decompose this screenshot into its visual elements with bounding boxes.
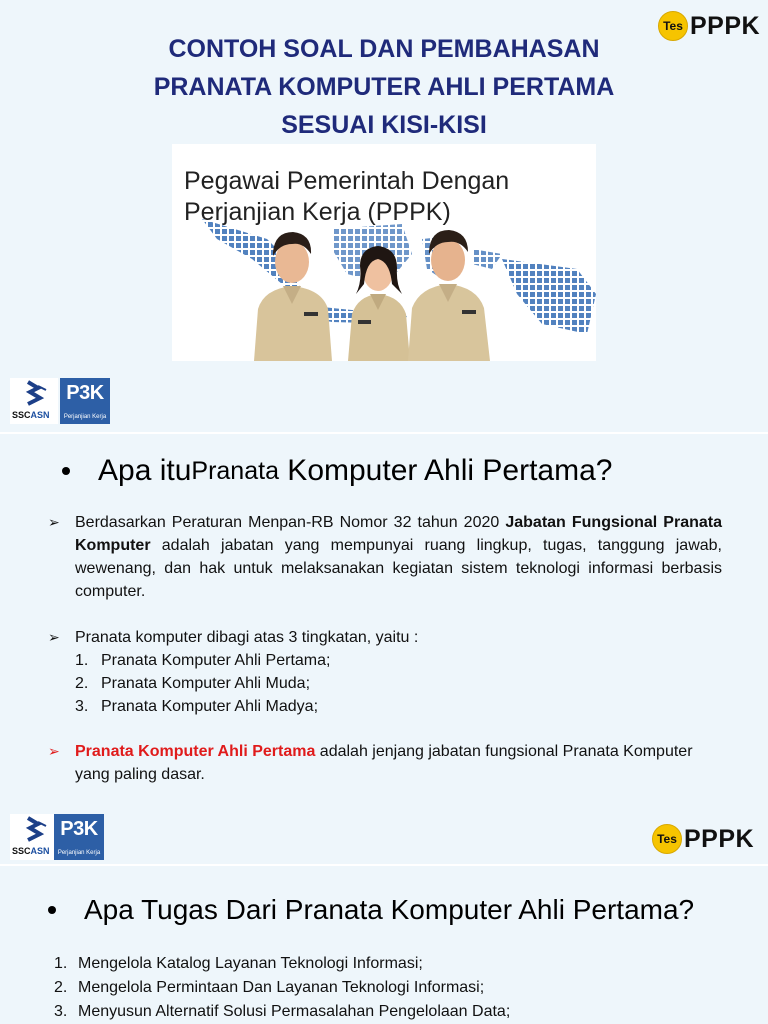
list-item: 3. Pranata Komputer Ahli Madya; [75,698,319,715]
section-heading: Apa Tugas Dari Pranata Komputer Ahli Pertama? [48,894,694,926]
arrow-bullet-icon: ➢ [48,514,60,530]
pppk-banner-image [172,144,596,361]
bullet-icon [62,467,70,475]
list-item: 1. Pranata Komputer Ahli Pertama; [75,652,331,669]
slide-title [0,0,768,432]
tes-badge-icon: Tes [658,11,688,41]
p3k-logo: P3K Perjanjian Kerja [60,378,110,424]
p3k-logo: P3K Perjanjian Kerja [54,814,104,860]
garuda-icon [10,814,58,844]
slide-tasks [0,866,768,1024]
slide-definition [0,434,768,864]
basic-level-paragraph: ➢ Pranata Komputer Ahli Pertama adalah jenjang jabatan fungsional Pranata Komputer yang paling dasar. [48,740,722,786]
sscasn-logo: SSCASN [10,378,58,424]
list-item: 1. Mengelola Katalog Layanan Teknologi Informasi; [54,955,423,972]
people-illustration [254,230,490,361]
title-line-1: CONTOH SOAL DAN PEMBAHASAN [168,35,600,63]
tes-pppk-logo [652,824,754,854]
list-item: 3. Menyusun Alternatif Solusi Permasalahan Pengelolaan Data; [54,1003,511,1020]
levels-paragraph: ➢ Pranata komputer dibagi atas 3 tingkatan, yaitu : 1. Pranata Komputer Ahli Pertama; 2. Pranata Komputer Ahli Muda; 3. Pranata Komputer Ahli Madya; [48,626,722,718]
pppk-wordmark: PPPK [684,824,755,853]
page-title [0,30,768,144]
levels-list [75,649,722,718]
banner-caption: Pegawai Pemerintah Dengan Perjanjian Kerja (PPPK) [184,167,510,226]
sscasn-logo: SSCASN [10,814,58,860]
section-heading: Apa itu Pranata Komputer Ahli Pertama? [62,454,612,488]
pppk-wordmark: PPPK [690,11,761,40]
bullet-icon [48,906,56,914]
garuda-icon [10,378,58,408]
arrow-bullet-icon: ➢ [48,629,60,645]
list-item: 2. Pranata Komputer Ahli Muda; [75,675,311,692]
definition-paragraph: ➢ Berdasarkan Peraturan Menpan-RB Nomor 32 tahun 2020 Jabatan Fungsional Pranata Komputer adalah jabatan yang mempunyai ruang lingkup, tugas, tanggung jawab, wewenang, dan hak untuk melaksanakan kegiatan sistem teknologi informasi berbasis computer. [48,511,722,603]
tes-badge-icon: Tes [652,824,682,854]
title-line-3: SESUAI KISI-KISI [281,111,487,139]
title-line-2: PRANATA KOMPUTER AHLI PERTAMA [153,73,615,101]
arrow-bullet-icon: ➢ [48,743,60,759]
list-item: 2. Mengelola Permintaan Dan Layanan Teknologi Informasi; [54,979,485,996]
tasks-list [54,952,510,1024]
